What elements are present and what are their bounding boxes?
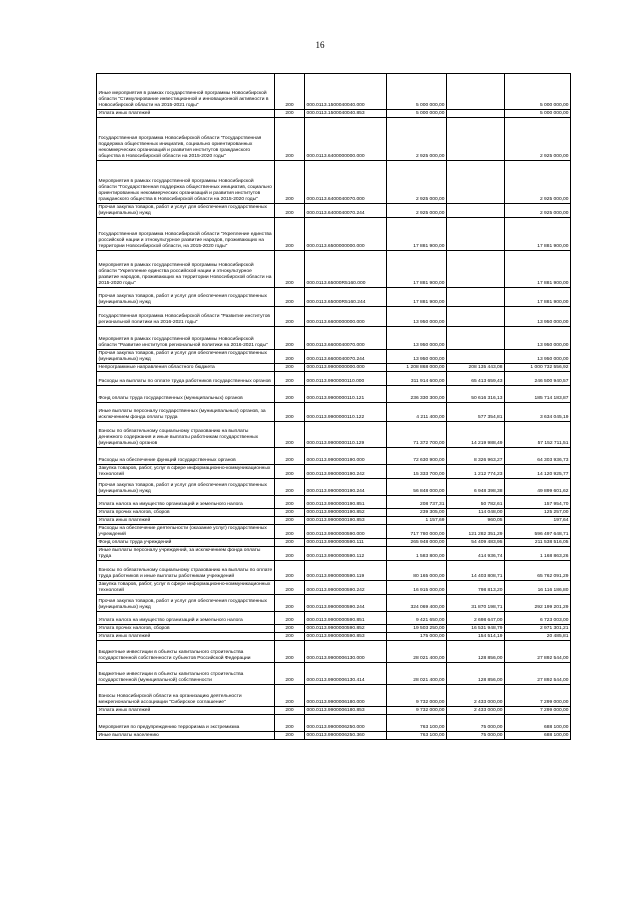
row-approved-amount-cell: 13 950 000,00 (387, 307, 447, 327)
row-approved-amount-cell: 80 165 000,00 (387, 561, 447, 581)
row-executed-amount-cell: 75 000,00 (447, 715, 505, 732)
row-executed-amount-cell: 114 048,00 (447, 509, 505, 517)
table-row (97, 732, 571, 740)
row-executed-amount-cell: 2 698 647,00 (447, 612, 505, 625)
row-name-cell: Уплата налога на имущество организаций и земельного налога (97, 496, 275, 509)
row-executed-amount-cell: 14 403 808,71 (447, 561, 505, 581)
table-row (97, 479, 571, 496)
row-approved-amount-cell: 5 000 000,00 (387, 110, 447, 118)
row-name-cell: Фонд оплаты труда учреждений (97, 539, 275, 547)
row-remaining-amount-cell: 13 950 000,00 (505, 327, 571, 350)
table-row (97, 465, 571, 479)
row-executed-amount-cell: 50 616 316,13 (447, 386, 505, 403)
table-row (97, 685, 571, 707)
row-classification-code-cell: 000.0113.9900000190.000 (305, 448, 387, 465)
table-row (97, 641, 571, 663)
row-classification-code-cell: 000.0113.9900000590.244 (305, 595, 387, 612)
row-remaining-amount-cell: 246 500 940,57 (505, 372, 571, 386)
row-executed-amount-cell: 128 856,00 (447, 641, 505, 663)
table-row (97, 715, 571, 732)
row-name-cell: Уплата иных платежей (97, 633, 275, 641)
row-classification-code-cell: 000.0113.6600000000.000 (305, 307, 387, 327)
table-row (97, 595, 571, 612)
row-executed-amount-cell (447, 327, 505, 350)
row-classification-code-cell: 000.0113.9900000110.000 (305, 372, 387, 386)
row-classification-code-cell: 000.0113.9900006250.360 (305, 732, 387, 740)
row-approved-amount-cell: 763 100,00 (387, 732, 447, 740)
row-code-cell: 200 (275, 496, 305, 509)
row-name-cell: Прочая закупка товаров, работ и услуг для обеспечения государственных (муниципальных) нужд (97, 288, 275, 307)
row-executed-amount-cell (447, 307, 505, 327)
row-remaining-amount-cell: 185 714 183,87 (505, 386, 571, 403)
row-executed-amount-cell: 154 514,19 (447, 633, 505, 641)
table-row (97, 448, 571, 465)
row-classification-code-cell: 000.0113.6400040070.244 (305, 204, 387, 218)
row-executed-amount-cell: 128 856,00 (447, 663, 505, 685)
row-executed-amount-cell (447, 204, 505, 218)
row-code-cell: 200 (275, 372, 305, 386)
row-approved-amount-cell: 71 372 700,00 (387, 422, 447, 448)
row-code-cell: 200 (275, 288, 305, 307)
row-name-cell: Уплата иных платежей (97, 707, 275, 715)
row-approved-amount-cell: 208 737,31 (387, 496, 447, 509)
table-row (97, 403, 571, 422)
row-remaining-amount-cell: 7 299 000,00 (505, 685, 571, 707)
table-row (97, 204, 571, 218)
row-approved-amount-cell: 19 503 250,00 (387, 625, 447, 633)
row-approved-amount-cell: 13 950 000,00 (387, 350, 447, 364)
row-approved-amount-cell: 56 848 000,00 (387, 479, 447, 496)
row-approved-amount-cell: 17 881 900,00 (387, 251, 447, 288)
row-executed-amount-cell (447, 218, 505, 251)
row-code-cell: 200 (275, 685, 305, 707)
row-code-cell: 200 (275, 663, 305, 685)
row-remaining-amount-cell: 1 000 732 556,92 (505, 364, 571, 372)
row-name-cell: Прочая закупка товаров, работ и услуг для обеспечения государственных (муниципальных) нужд (97, 204, 275, 218)
row-remaining-amount-cell: 2 925 000,00 (505, 118, 571, 161)
row-name-cell: Взносы Новосибирской области на организацию деятельности межрегиональной ассоциации "Сибирское соглашение" (97, 685, 275, 707)
row-remaining-amount-cell: 65 762 091,29 (505, 561, 571, 581)
table-row (97, 251, 571, 288)
row-executed-amount-cell (447, 118, 505, 161)
table-row (97, 422, 571, 448)
row-approved-amount-cell: 239 305,00 (387, 509, 447, 517)
row-code-cell: 200 (275, 732, 305, 740)
row-name-cell: Государственная программа Новосибирской области "Укрепление единства российской нации и этнокультурное развитие народов, проживающих на территории Новосибирской области, на 2015-2020 годы" (97, 218, 275, 251)
row-remaining-amount-cell: 49 899 601,62 (505, 479, 571, 496)
row-approved-amount-cell: 28 021 400,00 (387, 641, 447, 663)
row-name-cell: Уплата налога на имущество организаций и земельного налога (97, 612, 275, 625)
table-row (97, 288, 571, 307)
row-classification-code-cell: 000.0113.9900000590.111 (305, 539, 387, 547)
row-classification-code-cell: 000.0113.6500000000.000 (305, 218, 387, 251)
row-name-cell: Государственная программа Новосибирской области "Развитие институтов региональной политики на 2016-2021 годы" (97, 307, 275, 327)
row-remaining-amount-cell: 13 950 000,00 (505, 350, 571, 364)
row-remaining-amount-cell: 27 892 544,00 (505, 663, 571, 685)
row-approved-amount-cell: 17 881 900,00 (387, 288, 447, 307)
table-row (97, 707, 571, 715)
row-code-cell: 200 (275, 479, 305, 496)
row-executed-amount-cell: 208 135 443,08 (447, 364, 505, 372)
row-name-cell: Прочая закупка товаров, работ и услуг для обеспечения государственных (муниципальных) нужд (97, 595, 275, 612)
row-classification-code-cell: 000.0113.9900000190.853 (305, 517, 387, 525)
row-approved-amount-cell: 1 208 868 000,00 (387, 364, 447, 372)
row-name-cell: Иные выплаты персоналу государственных (муниципальных) органов, за исключением фонда оплаты труда (97, 403, 275, 422)
table-row (97, 561, 571, 581)
budget-table-body (97, 74, 571, 740)
row-remaining-amount-cell: 16 116 186,80 (505, 581, 571, 595)
row-executed-amount-cell (447, 74, 505, 110)
row-approved-amount-cell: 28 021 400,00 (387, 663, 447, 685)
table-row (97, 350, 571, 364)
row-remaining-amount-cell: 211 538 516,05 (505, 539, 571, 547)
table-row (97, 74, 571, 110)
row-classification-code-cell: 000.0113.9900000590.851 (305, 612, 387, 625)
row-approved-amount-cell: 5 000 000,00 (387, 74, 447, 110)
row-approved-amount-cell: 4 211 400,00 (387, 403, 447, 422)
row-classification-code-cell: 000.0113.9900006250.000 (305, 715, 387, 732)
row-approved-amount-cell: 1 157,69 (387, 517, 447, 525)
row-remaining-amount-cell: 2 925 000,00 (505, 161, 571, 204)
page-number: 16 (315, 40, 325, 50)
row-classification-code-cell: 000.0113.9900006180.000 (305, 685, 387, 707)
table-row (97, 364, 571, 372)
row-code-cell: 200 (275, 350, 305, 364)
row-code-cell: 200 (275, 641, 305, 663)
row-remaining-amount-cell: 157 954,70 (505, 496, 571, 509)
row-executed-amount-cell: 65 413 659,43 (447, 372, 505, 386)
row-name-cell: Иные выплаты персоналу учреждений, за исключением фонда оплаты труда (97, 547, 275, 561)
row-executed-amount-cell: 798 813,20 (447, 581, 505, 595)
row-approved-amount-cell: 17 881 900,00 (387, 218, 447, 251)
row-remaining-amount-cell: 13 950 000,00 (505, 307, 571, 327)
row-code-cell: 200 (275, 74, 305, 110)
table-row (97, 525, 571, 539)
row-classification-code-cell: 000.0113.1500040040.000 (305, 74, 387, 110)
table-row (97, 118, 571, 161)
row-code-cell: 200 (275, 251, 305, 288)
row-executed-amount-cell: 1 212 774,23 (447, 465, 505, 479)
row-executed-amount-cell: 16 531 948,79 (447, 625, 505, 633)
row-approved-amount-cell: 175 000,00 (387, 633, 447, 641)
row-approved-amount-cell: 324 069 400,00 (387, 595, 447, 612)
row-approved-amount-cell: 16 915 000,00 (387, 581, 447, 595)
table-row (97, 110, 571, 118)
table-row (97, 547, 571, 561)
row-name-cell: Бюджетные инвестиции в объекты капитального строительства государственной (муниципальной) собственности (97, 663, 275, 685)
row-remaining-amount-cell: 292 199 201,29 (505, 595, 571, 612)
row-classification-code-cell: 000.0113.9900000190.851 (305, 496, 387, 509)
row-executed-amount-cell: 414 936,74 (447, 547, 505, 561)
row-code-cell: 200 (275, 218, 305, 251)
row-executed-amount-cell: 31 870 198,71 (447, 595, 505, 612)
row-approved-amount-cell: 265 948 000,00 (387, 539, 447, 547)
table-row (97, 372, 571, 386)
row-executed-amount-cell: 6 948 398,38 (447, 479, 505, 496)
row-code-cell: 200 (275, 595, 305, 612)
table-row (97, 327, 571, 350)
row-executed-amount-cell: 2 433 000,00 (447, 685, 505, 707)
row-approved-amount-cell: 236 330 300,00 (387, 386, 447, 403)
row-approved-amount-cell: 9 732 000,00 (387, 685, 447, 707)
row-code-cell: 200 (275, 403, 305, 422)
row-name-cell: Закупка товаров, работ, услуг в сфере информационно-коммуникационных технологий (97, 581, 275, 595)
row-executed-amount-cell: 54 409 483,95 (447, 539, 505, 547)
row-classification-code-cell: 000.0113.9900000110.121 (305, 386, 387, 403)
row-classification-code-cell: 000.0113.65000R5160.000 (305, 251, 387, 288)
row-approved-amount-cell: 2 925 000,00 (387, 204, 447, 218)
row-code-cell: 200 (275, 625, 305, 633)
row-code-cell: 200 (275, 612, 305, 625)
row-name-cell: Уплата иных платежей (97, 517, 275, 525)
row-executed-amount-cell (447, 251, 505, 288)
row-remaining-amount-cell: 7 299 000,00 (505, 707, 571, 715)
row-classification-code-cell: 000.0113.9900000590.119 (305, 561, 387, 581)
row-name-cell: Уплата прочих налогов, сборов (97, 509, 275, 517)
table-row (97, 633, 571, 641)
row-remaining-amount-cell: 6 723 003,00 (505, 612, 571, 625)
row-classification-code-cell: 000.0113.9900000110.122 (305, 403, 387, 422)
table-row (97, 509, 571, 517)
row-name-cell: Иные мероприятия в рамках государственной программы Новосибирской области "Стимулирование инвестиционной и инновационной активности в Новосибирской области на 2015-2021 годы" (97, 74, 275, 110)
row-remaining-amount-cell: 2 925 000,00 (505, 204, 571, 218)
row-name-cell: Мероприятия в рамках государственной программы Новосибирской области "Развитие институтов региональной политики на 2016-2021 годы" (97, 327, 275, 350)
row-remaining-amount-cell: 596 497 648,71 (505, 525, 571, 539)
row-approved-amount-cell: 72 630 900,00 (387, 448, 447, 465)
table-row (97, 218, 571, 251)
row-code-cell: 200 (275, 465, 305, 479)
row-classification-code-cell: 000.0113.9900000590.242 (305, 581, 387, 595)
row-code-cell: 200 (275, 118, 305, 161)
row-code-cell: 200 (275, 581, 305, 595)
row-name-cell: Мероприятия в рамках государственной программы Новосибирской области "Укрепление единства российской нации и этнокультурное развитие народов, проживающих на территории Новосибирской области на 2015-2020 годы" (97, 251, 275, 288)
row-name-cell: Взносы по обязательному социальному страхованию на выплаты по оплате труда работников и иные выплаты работникам учреждений (97, 561, 275, 581)
row-remaining-amount-cell: 688 100,00 (505, 732, 571, 740)
row-code-cell: 200 (275, 525, 305, 539)
row-code-cell: 200 (275, 633, 305, 641)
row-name-cell: Мероприятия по предупреждению терроризма и экстремизма (97, 715, 275, 732)
table-row (97, 625, 571, 633)
budget-table (96, 73, 571, 740)
row-executed-amount-cell (447, 350, 505, 364)
row-name-cell: Взносы по обязательному социальному страхованию на выплаты денежного содержания и иные выплаты работникам государственных (муниципальных) органов (97, 422, 275, 448)
row-classification-code-cell: 000.0113.6400000000.000 (305, 118, 387, 161)
row-approved-amount-cell: 2 925 000,00 (387, 118, 447, 161)
row-classification-code-cell: 000.0113.9900000000.000 (305, 364, 387, 372)
table-row (97, 581, 571, 595)
row-remaining-amount-cell: 197,64 (505, 517, 571, 525)
table-row (97, 496, 571, 509)
row-remaining-amount-cell: 17 881 900,00 (505, 251, 571, 288)
row-classification-code-cell: 000.0113.9900006180.853 (305, 707, 387, 715)
row-approved-amount-cell: 717 780 000,00 (387, 525, 447, 539)
row-executed-amount-cell: 75 000,00 (447, 732, 505, 740)
row-executed-amount-cell: 50 782,61 (447, 496, 505, 509)
row-executed-amount-cell: 14 219 988,49 (447, 422, 505, 448)
row-code-cell: 200 (275, 364, 305, 372)
row-name-cell: Уплата иных платежей (97, 110, 275, 118)
row-name-cell: Иные выплаты населению (97, 732, 275, 740)
row-executed-amount-cell: 8 326 963,27 (447, 448, 505, 465)
row-name-cell: Бюджетные инвестиции в объекты капитального строительства государственной собственности субъектов Российской Федерации (97, 641, 275, 663)
row-remaining-amount-cell: 64 303 936,73 (505, 448, 571, 465)
row-code-cell: 200 (275, 307, 305, 327)
table-row (97, 517, 571, 525)
row-name-cell: Фонд оплаты труда государственных (муниципальных) органов (97, 386, 275, 403)
row-approved-amount-cell: 763 100,00 (387, 715, 447, 732)
row-classification-code-cell: 000.0113.6600040070.244 (305, 350, 387, 364)
row-classification-code-cell: 000.0113.9900000190.852 (305, 509, 387, 517)
row-remaining-amount-cell: 27 892 544,00 (505, 641, 571, 663)
row-executed-amount-cell: 960,05 (447, 517, 505, 525)
row-executed-amount-cell (447, 110, 505, 118)
row-name-cell: Прочая закупка товаров, работ и услуг для обеспечения государственных (муниципальных) нужд (97, 479, 275, 496)
row-approved-amount-cell: 311 914 600,00 (387, 372, 447, 386)
row-remaining-amount-cell: 5 000 000,00 (505, 74, 571, 110)
row-classification-code-cell: 000.0113.65000R5160.244 (305, 288, 387, 307)
table-row (97, 539, 571, 547)
row-classification-code-cell: 000.0113.6600040070.000 (305, 327, 387, 350)
table-row (97, 612, 571, 625)
table-row (97, 663, 571, 685)
row-executed-amount-cell (447, 288, 505, 307)
row-classification-code-cell: 000.0113.9900006130.000 (305, 641, 387, 663)
row-approved-amount-cell: 1 583 800,00 (387, 547, 447, 561)
row-name-cell: Уплата прочих налогов, сборов (97, 625, 275, 633)
row-approved-amount-cell: 9 732 000,00 (387, 707, 447, 715)
row-approved-amount-cell: 2 925 000,00 (387, 161, 447, 204)
row-remaining-amount-cell: 2 971 301,21 (505, 625, 571, 633)
row-classification-code-cell: 000.0113.9900000190.244 (305, 479, 387, 496)
table-row (97, 161, 571, 204)
row-executed-amount-cell: 577 354,81 (447, 403, 505, 422)
row-name-cell: Прочая закупка товаров, работ и услуг для обеспечения государственных (муниципальных) нужд (97, 350, 275, 364)
row-code-cell: 200 (275, 517, 305, 525)
row-classification-code-cell: 000.0113.1500040040.853 (305, 110, 387, 118)
row-remaining-amount-cell: 17 881 900,00 (505, 288, 571, 307)
row-code-cell: 200 (275, 707, 305, 715)
row-approved-amount-cell: 13 950 000,00 (387, 327, 447, 350)
row-code-cell: 200 (275, 422, 305, 448)
row-remaining-amount-cell: 688 100,00 (505, 715, 571, 732)
row-code-cell: 200 (275, 715, 305, 732)
row-name-cell: Мероприятия в рамках государственной программы Новосибирской области "Государственная поддержка общественных инициатив, социально ориентированных некоммерческих организаций и развития институтов гражданского общества в Новосибирской области на 2015-2020 годы" (97, 161, 275, 204)
row-name-cell: Непрограммные направления областного бюджета (97, 364, 275, 372)
row-classification-code-cell: 000.0113.9900000590.853 (305, 633, 387, 641)
row-name-cell: Расходы на обеспечение деятельности (оказание услуг) государственных учреждений (97, 525, 275, 539)
row-code-cell: 200 (275, 386, 305, 403)
row-remaining-amount-cell: 17 881 900,00 (505, 218, 571, 251)
row-code-cell: 200 (275, 547, 305, 561)
table-row (97, 386, 571, 403)
row-classification-code-cell: 000.0113.6400040070.000 (305, 161, 387, 204)
row-code-cell: 200 (275, 327, 305, 350)
row-code-cell: 200 (275, 509, 305, 517)
row-approved-amount-cell: 9 421 650,00 (387, 612, 447, 625)
row-approved-amount-cell: 15 333 700,00 (387, 465, 447, 479)
row-remaining-amount-cell: 3 634 045,19 (505, 403, 571, 422)
row-remaining-amount-cell: 57 152 711,51 (505, 422, 571, 448)
row-code-cell: 200 (275, 204, 305, 218)
row-code-cell: 200 (275, 110, 305, 118)
table-row (97, 307, 571, 327)
row-remaining-amount-cell: 1 168 863,26 (505, 547, 571, 561)
row-code-cell: 200 (275, 539, 305, 547)
row-name-cell: Государственная программа Новосибирской области "Государственная поддержка общественных инициатив, социально ориентированных некоммерческих организаций и развития институтов гражданского общества в Новосибирской области на 2015-2020 годы" (97, 118, 275, 161)
row-executed-amount-cell: 121 282 351,29 (447, 525, 505, 539)
row-name-cell: Расходы на обеспечение функций государственных органов (97, 448, 275, 465)
row-code-cell: 200 (275, 161, 305, 204)
row-name-cell: Закупка товаров, работ, услуг в сфере информационно-коммуникационных технологий (97, 465, 275, 479)
row-code-cell: 200 (275, 561, 305, 581)
row-remaining-amount-cell: 125 257,00 (505, 509, 571, 517)
row-executed-amount-cell (447, 161, 505, 204)
row-classification-code-cell: 000.0113.9900006130.414 (305, 663, 387, 685)
row-classification-code-cell: 000.0113.9900000590.000 (305, 525, 387, 539)
row-executed-amount-cell: 2 433 000,00 (447, 707, 505, 715)
row-classification-code-cell: 000.0113.9900000110.129 (305, 422, 387, 448)
row-remaining-amount-cell: 14 120 925,77 (505, 465, 571, 479)
row-code-cell: 200 (275, 448, 305, 465)
row-remaining-amount-cell: 5 000 000,00 (505, 110, 571, 118)
row-remaining-amount-cell: 20 485,81 (505, 633, 571, 641)
row-classification-code-cell: 000.0113.9900000590.112 (305, 547, 387, 561)
row-classification-code-cell: 000.0113.9900000590.852 (305, 625, 387, 633)
row-classification-code-cell: 000.0113.9900000190.242 (305, 465, 387, 479)
row-name-cell: Расходы на выплаты по оплате труда работников государственных органов (97, 372, 275, 386)
